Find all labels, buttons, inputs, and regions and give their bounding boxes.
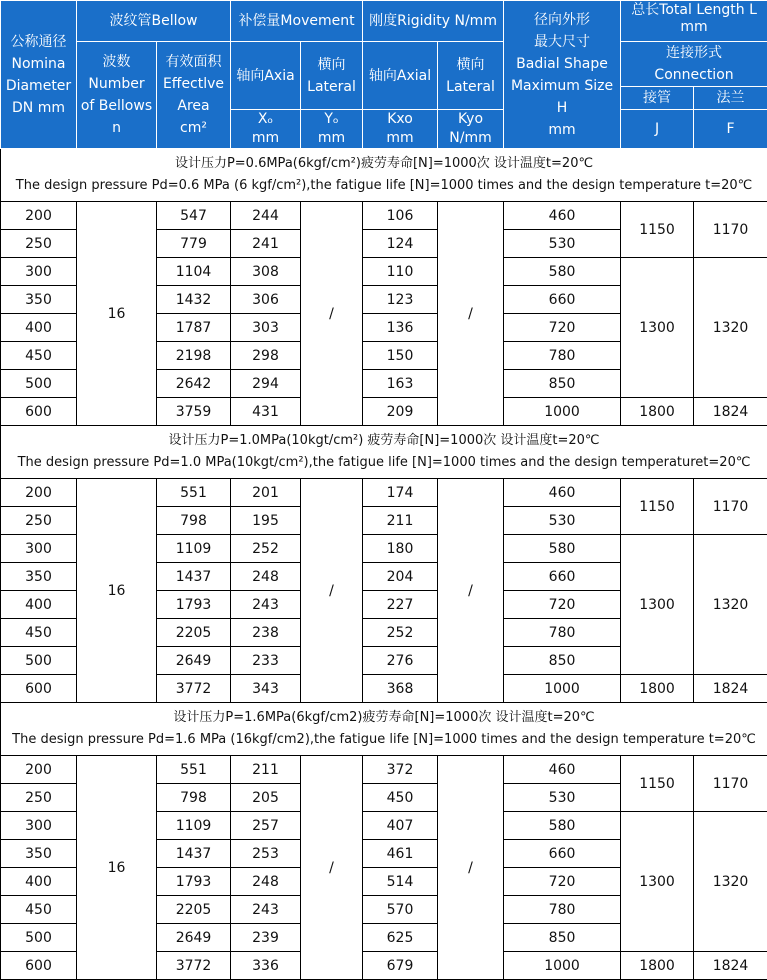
flange-length-cell: 1824 xyxy=(694,952,767,980)
bellows-number-cell: 16 xyxy=(77,756,157,980)
pipe-joint-length-cell: 1800 xyxy=(621,398,694,426)
radial-size-cell: 660 xyxy=(504,286,621,314)
axial-rigidity-header: 轴向Axial xyxy=(363,42,438,110)
dn-cell: 500 xyxy=(1,370,77,398)
dn-cell: 300 xyxy=(1,812,77,840)
axial-movement-cell: 303 xyxy=(231,314,301,342)
kxo-unit-header: Kxo mm xyxy=(363,110,438,149)
axial-rigidity-cell: 407 xyxy=(363,812,438,840)
bellow-header: 波纹管Bellow xyxy=(77,1,231,42)
axial-movement-cell: 244 xyxy=(231,202,301,230)
pipe-joint-length-cell: 1300 xyxy=(621,535,694,675)
axial-rigidity-cell: 372 xyxy=(363,756,438,784)
axial-movement-cell: 431 xyxy=(231,398,301,426)
dn-cell: 200 xyxy=(1,202,77,230)
effective-area-cell: 1437 xyxy=(157,840,231,868)
effective-area-cell: 798 xyxy=(157,507,231,535)
axial-rigidity-cell: 163 xyxy=(363,370,438,398)
radial-size-cell: 1000 xyxy=(504,675,621,703)
dn-cell: 450 xyxy=(1,619,77,647)
axial-movement-cell: 241 xyxy=(231,230,301,258)
design-condition-en: The design pressure Pd=0.6 MPa (6 kgf/cm²),the fatigue life [N]=1000 times and the design temperature t=20℃ xyxy=(1,175,767,197)
effective-area-cell: 2649 xyxy=(157,924,231,952)
lateral-rigidity-cell: / xyxy=(438,756,504,980)
effective-area-cell: 2205 xyxy=(157,619,231,647)
radial-size-cell: 780 xyxy=(504,896,621,924)
axial-rigidity-cell: 209 xyxy=(363,398,438,426)
effective-area-cell: 1437 xyxy=(157,563,231,591)
design-condition-cn: 设计压力P=0.6MPa(6kgf/cm²)疲劳寿命[N]=1000次 设计温度t=20℃ xyxy=(1,153,767,175)
radial-size-cell: 460 xyxy=(504,756,621,784)
dn-cell: 400 xyxy=(1,591,77,619)
pipe-joint-length-cell: 1150 xyxy=(621,202,694,258)
bellows-number-cell: 16 xyxy=(77,479,157,703)
axial-rigidity-cell: 136 xyxy=(363,314,438,342)
radial-size-cell: 580 xyxy=(504,812,621,840)
effective-area-cell: 2205 xyxy=(157,896,231,924)
radial-size-cell: 460 xyxy=(504,202,621,230)
effective-area-cell: 779 xyxy=(157,230,231,258)
axial-movement-cell: 343 xyxy=(231,675,301,703)
axial-rigidity-cell: 180 xyxy=(363,535,438,563)
dn-cell: 500 xyxy=(1,924,77,952)
dn-cell: 600 xyxy=(1,675,77,703)
pipe-joint-length-cell: 1800 xyxy=(621,952,694,980)
design-condition-cn: 设计压力P=1.6MPa(6kgf/cm2)疲劳寿命[N]=1000次 设计温度t=20℃ xyxy=(1,707,767,729)
axial-movement-cell: 211 xyxy=(231,756,301,784)
dn-cell: 350 xyxy=(1,563,77,591)
effective-area-cell: 1109 xyxy=(157,812,231,840)
design-condition-note xyxy=(1,703,767,756)
axial-movement-header: 轴向Axia xyxy=(231,42,301,110)
dn-cell: 200 xyxy=(1,756,77,784)
radial-size-cell: 1000 xyxy=(504,398,621,426)
radial-size-cell: 580 xyxy=(504,535,621,563)
radial-size-cell: 530 xyxy=(504,507,621,535)
axial-movement-cell: 243 xyxy=(231,591,301,619)
radial-size-cell: 530 xyxy=(504,230,621,258)
flange-length-cell: 1320 xyxy=(694,535,767,675)
axial-rigidity-cell: 461 xyxy=(363,840,438,868)
table-row xyxy=(1,202,767,230)
axial-rigidity-cell: 252 xyxy=(363,619,438,647)
xo-unit-header: Xₒ mm xyxy=(231,110,301,149)
dn-cell: 250 xyxy=(1,507,77,535)
dn-cell: 200 xyxy=(1,479,77,507)
dn-cell: 600 xyxy=(1,398,77,426)
kyo-unit-header: Kyo N/mm xyxy=(438,110,504,149)
axial-movement-cell: 233 xyxy=(231,647,301,675)
flange-length-cell: 1824 xyxy=(694,398,767,426)
design-condition-en: The design pressure Pd=1.6 MPa (16kgf/cm2),the fatigue life [N]=1000 times and the design temperature t=20℃ xyxy=(1,729,767,751)
pipe-joint-length-cell: 1800 xyxy=(621,675,694,703)
radial-size-cell: 850 xyxy=(504,647,621,675)
axial-movement-cell: 298 xyxy=(231,342,301,370)
design-condition-row xyxy=(1,149,767,202)
design-condition-row xyxy=(1,426,767,479)
movement-header: 补偿量Movement xyxy=(231,1,363,42)
lateral-movement-cell: / xyxy=(301,479,363,703)
table-body xyxy=(1,149,767,980)
design-condition-note xyxy=(1,149,767,202)
effective-area-cell: 3772 xyxy=(157,952,231,980)
flange-header: 法兰 xyxy=(694,87,767,110)
effective-area-cell: 2198 xyxy=(157,342,231,370)
axial-movement-cell: 205 xyxy=(231,784,301,812)
axial-movement-cell: 308 xyxy=(231,258,301,286)
axial-movement-cell: 238 xyxy=(231,619,301,647)
rigidity-header: 刚度Rigidity N/mm xyxy=(363,1,504,42)
axial-movement-cell: 252 xyxy=(231,535,301,563)
table-row xyxy=(1,479,767,507)
radial-size-cell: 1000 xyxy=(504,952,621,980)
effective-area-cell: 1793 xyxy=(157,591,231,619)
radial-size-cell: 460 xyxy=(504,479,621,507)
axial-movement-cell: 243 xyxy=(231,896,301,924)
axial-rigidity-cell: 110 xyxy=(363,258,438,286)
axial-movement-cell: 336 xyxy=(231,952,301,980)
flange-length-cell: 1170 xyxy=(694,756,767,812)
pipe-joint-length-cell: 1300 xyxy=(621,812,694,952)
axial-rigidity-cell: 368 xyxy=(363,675,438,703)
radial-size-cell: 720 xyxy=(504,314,621,342)
effective-area-cell: 2642 xyxy=(157,370,231,398)
lateral-rigidity-header: 横向 Lateral xyxy=(438,42,504,110)
dn-cell: 300 xyxy=(1,535,77,563)
radial-size-cell: 660 xyxy=(504,563,621,591)
axial-rigidity-cell: 570 xyxy=(363,896,438,924)
axial-movement-cell: 306 xyxy=(231,286,301,314)
dn-cell: 600 xyxy=(1,952,77,980)
design-condition-en: The design pressure Pd=1.0 MPa(10kgt/cm²),the fatigue life [N]=1000 times and the design temperaturet=20℃ xyxy=(1,452,767,474)
lateral-rigidity-cell: / xyxy=(438,202,504,426)
radial-size-cell: 850 xyxy=(504,924,621,952)
effective-area-cell: 1787 xyxy=(157,314,231,342)
radial-size-cell: 720 xyxy=(504,868,621,896)
axial-movement-cell: 294 xyxy=(231,370,301,398)
flange-length-cell: 1320 xyxy=(694,258,767,398)
effective-area-cell: 3759 xyxy=(157,398,231,426)
axial-movement-cell: 239 xyxy=(231,924,301,952)
axial-rigidity-cell: 204 xyxy=(363,563,438,591)
axial-movement-cell: 257 xyxy=(231,812,301,840)
axial-movement-cell: 195 xyxy=(231,507,301,535)
effective-area-cell: 551 xyxy=(157,479,231,507)
axial-rigidity-cell: 123 xyxy=(363,286,438,314)
axial-rigidity-cell: 227 xyxy=(363,591,438,619)
axial-rigidity-cell: 211 xyxy=(363,507,438,535)
axial-movement-cell: 201 xyxy=(231,479,301,507)
effective-area-cell: 3772 xyxy=(157,675,231,703)
bellows-number-cell: 16 xyxy=(77,202,157,426)
radial-size-cell: 720 xyxy=(504,591,621,619)
effective-area-cell: 551 xyxy=(157,756,231,784)
effective-area-cell: 1109 xyxy=(157,535,231,563)
total-length-header: 总长Total Length L mm xyxy=(621,1,767,42)
radial-size-cell: 530 xyxy=(504,784,621,812)
flange-length-cell: 1170 xyxy=(694,202,767,258)
radial-size-cell: 850 xyxy=(504,370,621,398)
dn-header: 公称通径 Nomina Diameter DN mm xyxy=(1,1,77,149)
dn-cell: 400 xyxy=(1,868,77,896)
lateral-movement-cell: / xyxy=(301,756,363,980)
dn-cell: 400 xyxy=(1,314,77,342)
yo-unit-header: Yₒ mm xyxy=(301,110,363,149)
pipe-joint-length-cell: 1300 xyxy=(621,258,694,398)
axial-movement-cell: 248 xyxy=(231,868,301,896)
pipe-joint-header: 接管 xyxy=(621,87,694,110)
radial-size-cell: 580 xyxy=(504,258,621,286)
j-unit-header: J xyxy=(621,110,694,149)
dn-cell: 300 xyxy=(1,258,77,286)
axial-rigidity-cell: 625 xyxy=(363,924,438,952)
design-condition-note xyxy=(1,426,767,479)
effective-area-cell: 798 xyxy=(157,784,231,812)
lateral-rigidity-cell: / xyxy=(438,479,504,703)
flange-length-cell: 1320 xyxy=(694,812,767,952)
dn-cell: 250 xyxy=(1,784,77,812)
axial-movement-cell: 253 xyxy=(231,840,301,868)
design-condition-row xyxy=(1,703,767,756)
axial-rigidity-cell: 124 xyxy=(363,230,438,258)
axial-rigidity-cell: 679 xyxy=(363,952,438,980)
f-unit-header: F xyxy=(694,110,767,149)
dn-cell: 450 xyxy=(1,896,77,924)
axial-rigidity-cell: 150 xyxy=(363,342,438,370)
effective-area-header: 有效面积 Effectlve Area cm² xyxy=(157,42,231,149)
table-header xyxy=(1,1,767,149)
effective-area-cell: 547 xyxy=(157,202,231,230)
effective-area-cell: 1793 xyxy=(157,868,231,896)
flange-length-cell: 1170 xyxy=(694,479,767,535)
dn-cell: 350 xyxy=(1,840,77,868)
axial-movement-cell: 248 xyxy=(231,563,301,591)
effective-area-cell: 2649 xyxy=(157,647,231,675)
dn-cell: 500 xyxy=(1,647,77,675)
table-row xyxy=(1,756,767,784)
dn-cell: 250 xyxy=(1,230,77,258)
axial-rigidity-cell: 106 xyxy=(363,202,438,230)
pipe-joint-length-cell: 1150 xyxy=(621,479,694,535)
number-of-bellows-header: 波数 Number of Bellows n xyxy=(77,42,157,149)
radial-size-cell: 780 xyxy=(504,342,621,370)
dn-cell: 450 xyxy=(1,342,77,370)
flange-length-cell: 1824 xyxy=(694,675,767,703)
radial-size-cell: 780 xyxy=(504,619,621,647)
axial-rigidity-cell: 174 xyxy=(363,479,438,507)
lateral-movement-cell: / xyxy=(301,202,363,426)
axial-rigidity-cell: 276 xyxy=(363,647,438,675)
connection-header: 连接形式 Connection xyxy=(621,42,767,87)
lateral-movement-header: 横向 Lateral xyxy=(301,42,363,110)
radial-size-cell: 660 xyxy=(504,840,621,868)
radial-size-header: 径向外形 最大尺寸 Badial Shape Maximum Size H mm xyxy=(504,1,621,149)
axial-rigidity-cell: 514 xyxy=(363,868,438,896)
effective-area-cell: 1432 xyxy=(157,286,231,314)
design-condition-cn: 设计压力P=1.0MPa(10kgt/cm²) 疲劳寿命[N]=1000次 设计温度t=20℃ xyxy=(1,430,767,452)
dn-cell: 350 xyxy=(1,286,77,314)
axial-rigidity-cell: 450 xyxy=(363,784,438,812)
effective-area-cell: 1104 xyxy=(157,258,231,286)
pipe-joint-length-cell: 1150 xyxy=(621,756,694,812)
